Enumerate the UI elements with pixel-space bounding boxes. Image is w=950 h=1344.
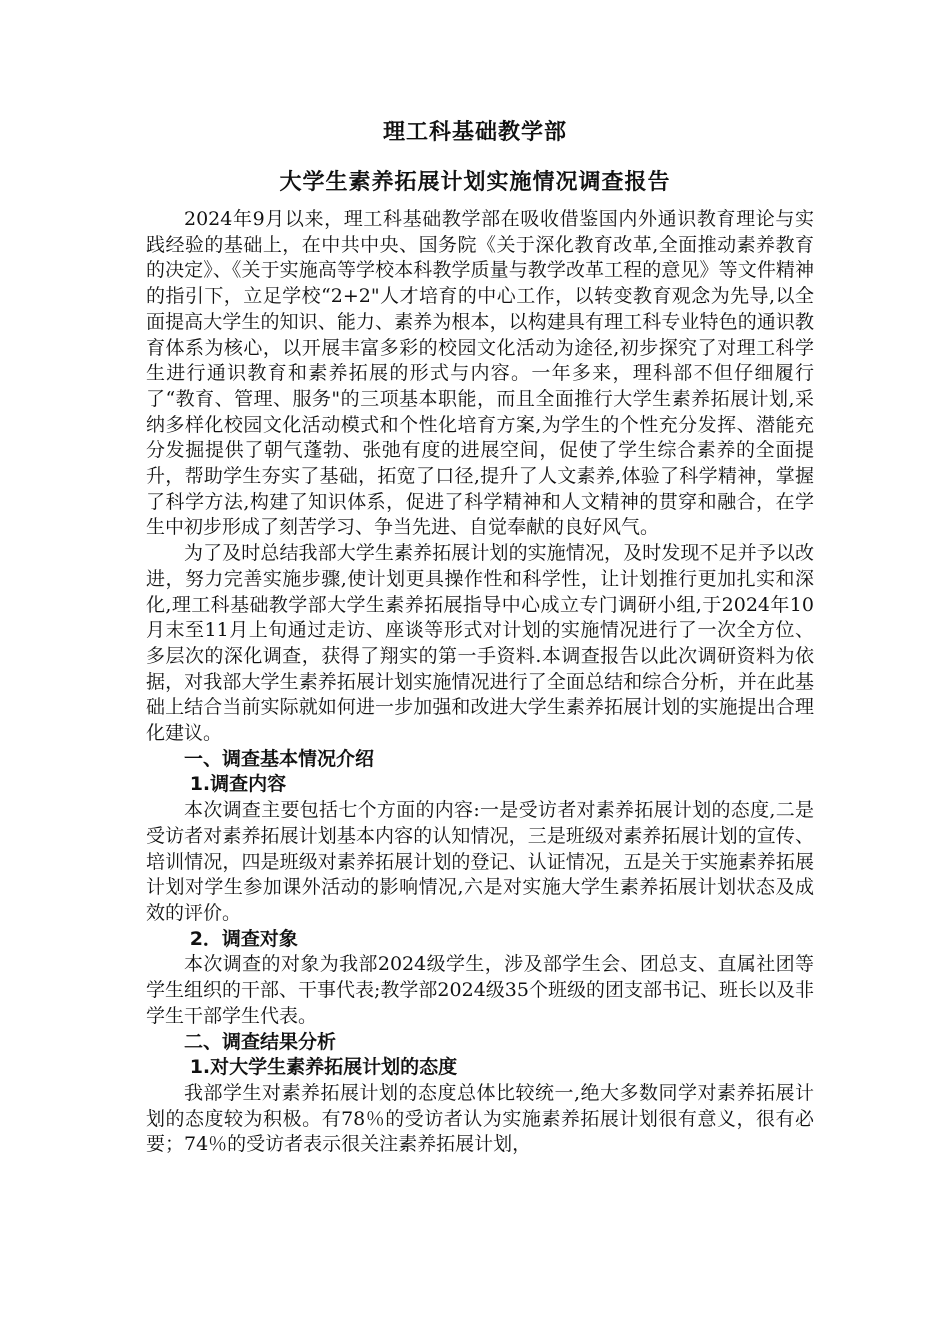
subsection-heading-attitude: 1.对大学生素养拓展计划的态度: [189, 1056, 458, 1079]
document-subtitle: 大学生素养拓展计划实施情况调查报告: [279, 170, 671, 195]
paragraph-attitude: 我部学生对素养拓展计划的态度总体比较统一,绝大多数同学对素养拓展计划的态度较为积极。有78％的受访者认为实施素养拓展计划很有意义，很有必要；74％的受访者表示很关注素养拓展计划，: [146, 1081, 814, 1156]
paragraph-survey-content: 本次调查主要包括七个方面的内容:一是受访者对素养拓展计划的态度,二是受访者对素养拓展计划基本内容的认知情况，三是班级对素养拓展计划的宣传、培训情况，四是班级对素养拓展计划的登记、认证情况，五是关于实施素养拓展计划对学生参加课外活动的影响情况,六是对实施大学生素养拓展计划状态及成效的评价。: [146, 799, 814, 924]
section-heading-results-analysis: 二、调查结果分析: [184, 1030, 337, 1053]
paragraph-intro: 2024年9月以来，理工科基础教学部在吸收借鉴国内外通识教育理论与实践经验的基础上，在中共中央、国务院《关于深化教育改革,全面推动素养教育的决定》、《关于实施高等学校本科教学质量与教学改革工程的意见》等文件精神的指引下，立足学校“2+2"人才培育的中心工作，以转变教育观念为先导,以全面提高大学生的知识、能力、素养为根本，以构建具有理工科专业特色的通识教育体系为核心，以开展丰富多彩的校园文化活动为途径,初步探究了对理工科学生进行通识教育和素养拓展的形式与内容。一年多来，理科部不但仔细履行了“教育、管理、服务"的三项基本职能，而且全面推行大学生素养拓展计划,采纳多样化校园文化活动模式和个性化培育方案,为学生的个性充分发挥、潜能充分发掘提供了朝气蓬勃、张弛有度的进展空间，促使了学生综合素养的全面提升，帮助学生夯实了基础，拓宽了口径,提升了人文素养,体验了科学精神，掌握了科学方法,构建了知识体系，促进了科学精神和人文精神的贯穿和融合，在学生中初步形成了刻苦学习、争当先进、自觉奉献的良好风气。: [146, 208, 814, 539]
subsection-heading-survey-content: 1.调查内容: [189, 773, 287, 796]
section-heading-survey-overview: 一、调查基本情况介绍: [184, 747, 375, 770]
paragraph-survey-subjects: 本次调查的对象为我部2024级学生，涉及部学生会、团总支、直属社团等学生组织的干部、干事代表;教学部2024级35个班级的团支部书记、班长以及非学生干部学生代表。: [146, 953, 814, 1027]
paragraph-purpose: 为了及时总结我部大学生素养拓展计划的实施情况，及时发现不足并予以改进，努力完善实施步骤,使计划更具操作性和科学性，让计划推行更加扎实和深化,理工科基础教学部大学生素养拓展指导中心成立专门调研小组,于2024年10月末至11月上旬通过走访、座谈等形式对计划的实施情况进行了一次全方位、多层次的深化调查，获得了翔实的第一手资料.本调查报告以此次调研资料为依据，对我部大学生素养拓展计划实施情况进行了全面总结和综合分析，并在此基础上结合当前实际就如何进一步加强和改进大学生素养拓展计划的实施提出合理化建议。: [146, 542, 814, 745]
document-body: [146, 207, 814, 1158]
subsection-heading-survey-subjects: 2．调查对象: [189, 927, 298, 950]
document-title: 理工科基础教学部: [382, 120, 567, 145]
